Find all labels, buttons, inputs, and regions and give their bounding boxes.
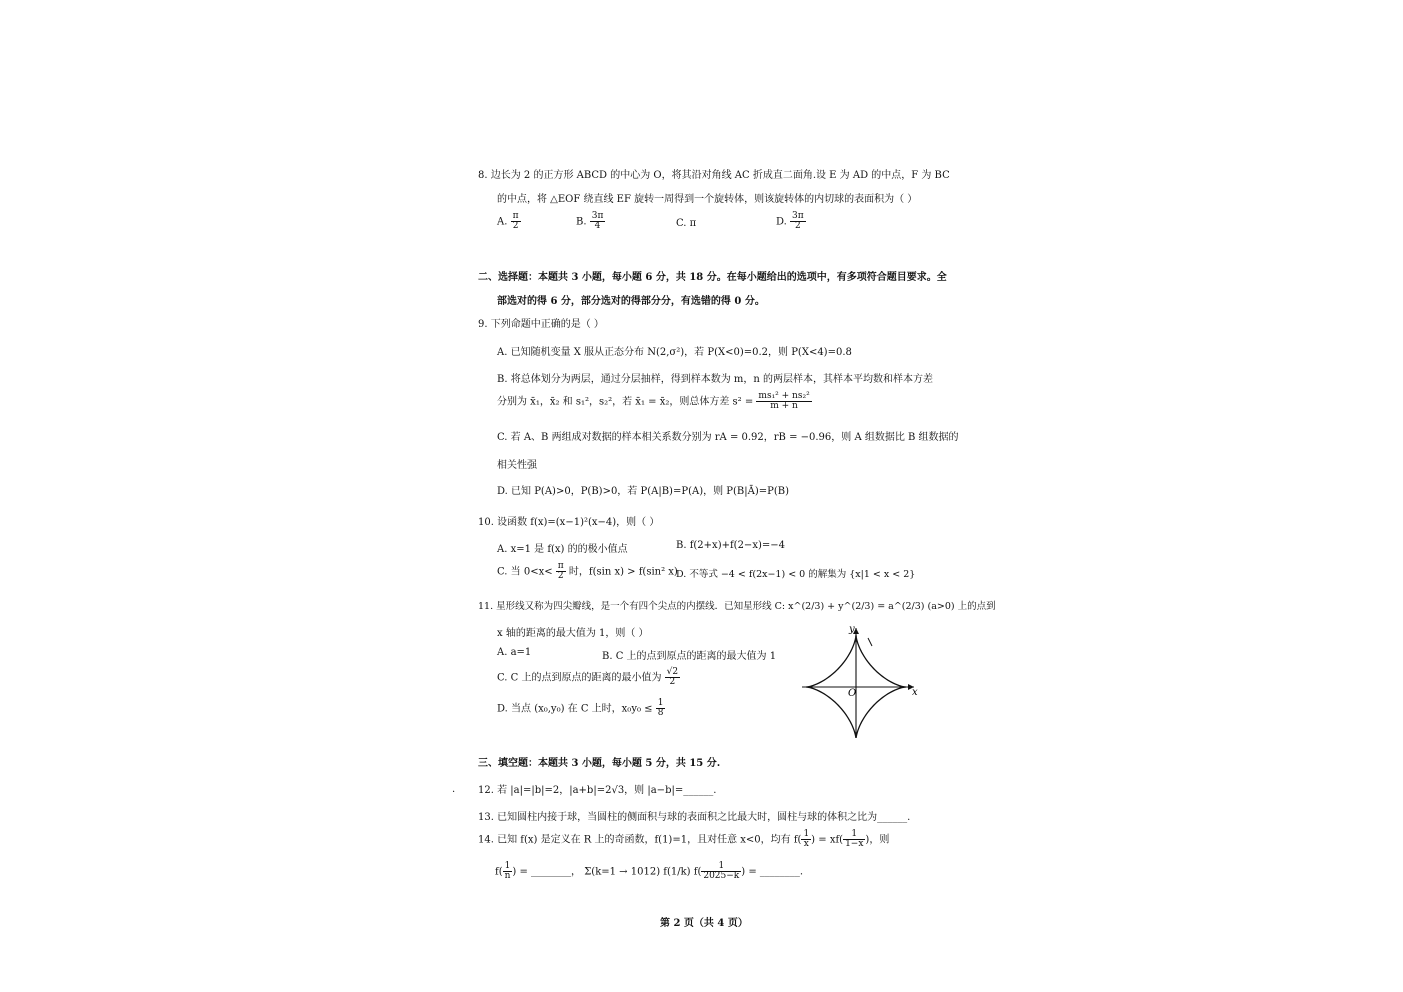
astroid-figure [798, 620, 922, 738]
q9-option-c-line1: C. 若 A、B 两组成对数据的样本相关系数分别为 rA = 0.92，rB = −0.96，则 A 组数据比 B 组数据的 [497, 432, 959, 443]
q8-line2: 的中点，将 △EOF 绕直线 EF 旋转一周得到一个旋转体，则该旋转体的内切球的表面积为（ ） [497, 194, 918, 205]
q8-option-b: B. $\frac{3\pi}{4}$ [576, 211, 604, 232]
q9-stem: 9. 下列命题中正确的是（ ） [478, 319, 604, 330]
q10-stem: 10. 设函数 f(x)=(x−1)²(x−4)，则（ ） [478, 517, 660, 528]
margin-mark: . [452, 784, 456, 795]
q11-line1: 11. 星形线又称为四尖瓣线，是一个有四个尖点的内摆线．已知星形线 C: x^(2/3) + y^(2/3) = a^(2/3) (a>0) 上的点到 [478, 601, 996, 612]
x-axis-label: x [912, 687, 918, 698]
q9-option-d: D. 已知 P(A)>0，P(B)>0，若 P(A|B)=P(A)，则 P(B|Ā)=P(B) [497, 486, 790, 497]
section2-heading: 二、选择题：本题共 3 小题，每小题 6 分，共 18 分。在每小题给出的选项中，有多项符合题目要求。全 [478, 272, 947, 283]
q10-option-b: B. f(2+x)+f(2−x)=−4 [676, 540, 785, 551]
q11-option-b: B. C 上的点到原点的距离的最大值为 1 [602, 651, 777, 662]
q8-option-d: D. $\frac{3\pi}{2}$ [776, 211, 804, 232]
q11-line2: x 轴的距离的最大值为 1，则（ ） [497, 628, 649, 639]
q13: 13. 已知圆柱内接于球，当圆柱的侧面积与球的表面积之比最大时，圆柱与球的体积之比为______. [478, 812, 911, 823]
y-axis-label: y [849, 624, 855, 635]
q11-option-d: D. 当点 (x₀,y₀) 在 C 上时，x₀y₀ ≤ $\frac{1}{8}$ [497, 698, 664, 719]
q9-option-b-line1: B. 将总体划分为两层，通过分层抽样，得到样本数为 m，n 的两层样本，其样本平均数和样本方差 [497, 374, 933, 385]
section2-heading-cont: 部选对的得 6 分，部分选对的得部分分，有选错的得 0 分。 [497, 296, 765, 307]
q8-option-a: A. $\frac{\pi}{2}$ [497, 211, 519, 232]
page-footer: 第 2 页（共 4 页） [660, 918, 748, 929]
q9-option-b-line2: 分别为 x̄₁，x̄₂ 和 s₁²，s₂²，若 x̄₁ = x̄₂，则总体方差 s² = $\frac{\text{ms₁² + ns₂²}}{m + n}$ [497, 391, 810, 412]
q10-option-a: A. x=1 是 f(x) 的的极小值点 [497, 544, 628, 555]
origin-label: O [848, 688, 857, 699]
q10-option-c: C. 当 0<x< $\frac{\pi}{2}$ 时，f(sin x) > f(sin² x) [497, 561, 678, 582]
q14-line1: 14. 已知 f(x) 是定义在 R 上的奇函数，f(1)=1，且对任意 x<0，均有 f( $\frac{1}{x}$ ) = xf( $\frac{1}{1-x}$ )，则 [478, 829, 890, 850]
q12: 12. 若 |a|=|b|=2，|a+b|=2√3，则 |a−b|=______. [478, 785, 717, 796]
stroke-mark [868, 638, 872, 646]
q14-line2: f( $\frac{1}{n}$ ) = ________， Σ(k=1 → 1012) f(1/k) f( $\frac{1}{2025-k}$ ) = ________. [495, 861, 804, 882]
section3-heading: 三、填空题：本题共 3 小题，每小题 5 分，共 15 分. [478, 758, 721, 769]
q11-option-a: A. a=1 [497, 647, 532, 658]
q11-option-c: C. C 上的点到原点的距离的最小值为 $\frac{√2}{2}$ [497, 667, 679, 688]
q9-option-c-line2: 相关性强 [497, 460, 537, 471]
q8-line1: 8. 边长为 2 的正方形 ABCD 的中心为 O，将其沿对角线 AC 折成直二面角.设 E 为 AD 的中点，F 为 BC [478, 170, 950, 181]
q9-option-a: A. 已知随机变量 X 服从正态分布 N(2,σ²)，若 P(X<0)=0.2，则 P(X<4)=0.8 [497, 347, 852, 358]
q8-option-c: C. π [676, 218, 697, 229]
q10-option-d: D. 不等式 −4 < f(2x−1) < 0 的解集为 {x|1 < x < 2} [676, 569, 916, 580]
